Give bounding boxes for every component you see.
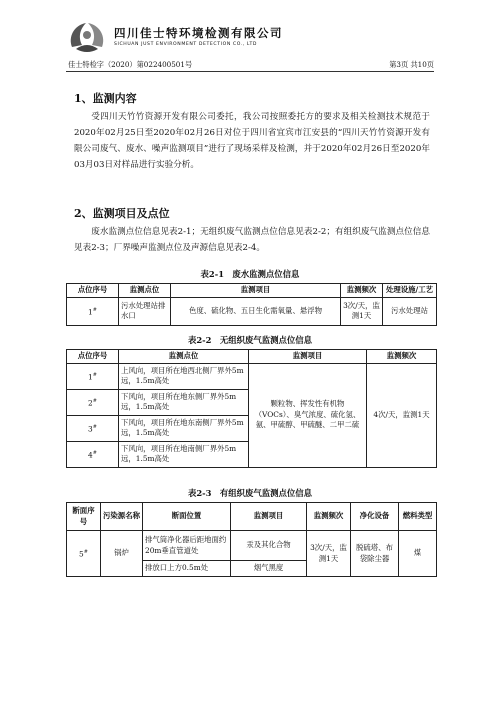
section-1-paragraph: 受四川天竹竹资源开发有限公司委托，我公司按照委托方的要求及相关检测技术规范于2020年02月25日至2020年02月26日对位于四川省宜宾市江安县的“四川天竹竹资源开发有限公司废气、废水、噪声监测项目”进行了现场采样及检测，并于2020年02月26日至2020年03月03日对样品进行实验分析。 (74, 112, 430, 170)
section-position: 排气筒净化器后距地面约20m垂直管道处 (143, 531, 231, 561)
point-number: 3# (67, 415, 119, 441)
col-header: 污染源名称 (101, 503, 143, 531)
monitor-items: 颗粒物、挥发性有机物（VOCs）、臭气浓度、硫化氢、氨、甲硫醇、甲硫醚、二甲二硫 (249, 363, 367, 467)
table-2-1-caption: 表2-1 废水监测点位信息 (200, 269, 300, 279)
col-header: 燃料类型 (399, 503, 437, 531)
point-number: 1# (67, 297, 119, 325)
table-2-3 (66, 502, 437, 577)
col-header: 处理设施/工艺 (383, 284, 437, 298)
table-row (67, 363, 437, 389)
purification-device: 脱硫塔、布袋除尘器 (351, 531, 399, 577)
col-header: 监测点位 (119, 284, 171, 298)
col-header: 断面位置 (143, 503, 231, 531)
monitor-frequency: 3次/天，监测1天 (341, 297, 383, 325)
table-header-row (67, 350, 437, 364)
treatment-facility: 污水处理站 (383, 297, 437, 325)
monitor-frequency: 3次/天，监测1天 (307, 531, 351, 577)
table-2-3-caption: 表2-3 有组织废气监测点位信息 (187, 488, 312, 498)
report-header (66, 17, 446, 59)
col-header: 监测频次 (307, 503, 351, 531)
company-name-cn: 四川佳士特环境检测有限公司 (114, 26, 283, 40)
page-indicator: 第3页 共10页 (389, 60, 434, 69)
monitor-site: 下风向，项目所在地东侧厂界外5m远，1.5m高处 (119, 389, 249, 415)
col-header: 监测项目 (231, 503, 307, 531)
col-header: 监测点位 (119, 350, 249, 364)
table-row (67, 531, 437, 561)
table-2-2 (66, 349, 437, 468)
section-1-title: 1、监测内容 (74, 92, 137, 105)
section-position: 排放口上方0.5m处 (143, 561, 231, 577)
monitor-site: 污水处理站排水口 (119, 297, 171, 325)
col-header: 点位序号 (67, 284, 119, 298)
table-header-row (67, 284, 437, 298)
monitor-items: 色度、硫化物、五日生化需氧量、悬浮物 (171, 297, 341, 325)
table-2-2-caption: 表2-2 无组织废气监测点位信息 (187, 335, 312, 345)
monitor-items: 烟气黑度 (231, 561, 307, 577)
section-2-body (74, 224, 430, 256)
col-header: 点位序号 (67, 350, 119, 364)
col-header: 监测频次 (341, 284, 383, 298)
section-number: 5# (67, 531, 101, 577)
table-header-row (67, 503, 437, 531)
monitor-items: 汞及其化合物 (231, 531, 307, 561)
report-number: 佳士特检字（2020）第022400501号 (68, 60, 193, 69)
fuel-type: 煤 (399, 531, 437, 577)
table-2-1 (66, 283, 437, 326)
header-divider (66, 71, 434, 72)
monitor-site: 下风向，项目所在地南侧厂界外5m远，1.5m高处 (119, 441, 249, 467)
section-1-body (74, 109, 430, 173)
table-row (67, 297, 437, 325)
company-name-en: SICHUAN JUST ENVIRONMENT DETECTION CO., LTD (114, 42, 257, 47)
pollution-source: 锅炉 (101, 531, 143, 577)
point-number: 4# (67, 441, 119, 467)
col-header: 监测项目 (171, 284, 341, 298)
monitor-site: 上风向，项目所在地西北侧厂界外5m远，1.5m高处 (119, 363, 249, 389)
monitor-site: 下风向，项目所在地东南侧厂界外5m远，1.5m高处 (119, 415, 249, 441)
section-2-title: 2、监测项目及点位 (74, 207, 170, 220)
col-header: 净化设备 (351, 503, 399, 531)
section-2-paragraph: 废水监测点位信息见表2-1；无组织废气监测点位信息见表2-2；有组织废气监测点位信息见表2-3；厂界噪声监测点位及声源信息见表2-4。 (74, 227, 430, 253)
point-number: 1# (67, 363, 119, 389)
col-header: 监测项目 (249, 350, 367, 364)
monitor-frequency: 4次/天，监测1天 (367, 363, 437, 467)
point-number: 2# (67, 389, 119, 415)
col-header: 监测频次 (367, 350, 437, 364)
col-header: 断面序号 (67, 503, 101, 531)
company-logo-icon (66, 19, 108, 55)
